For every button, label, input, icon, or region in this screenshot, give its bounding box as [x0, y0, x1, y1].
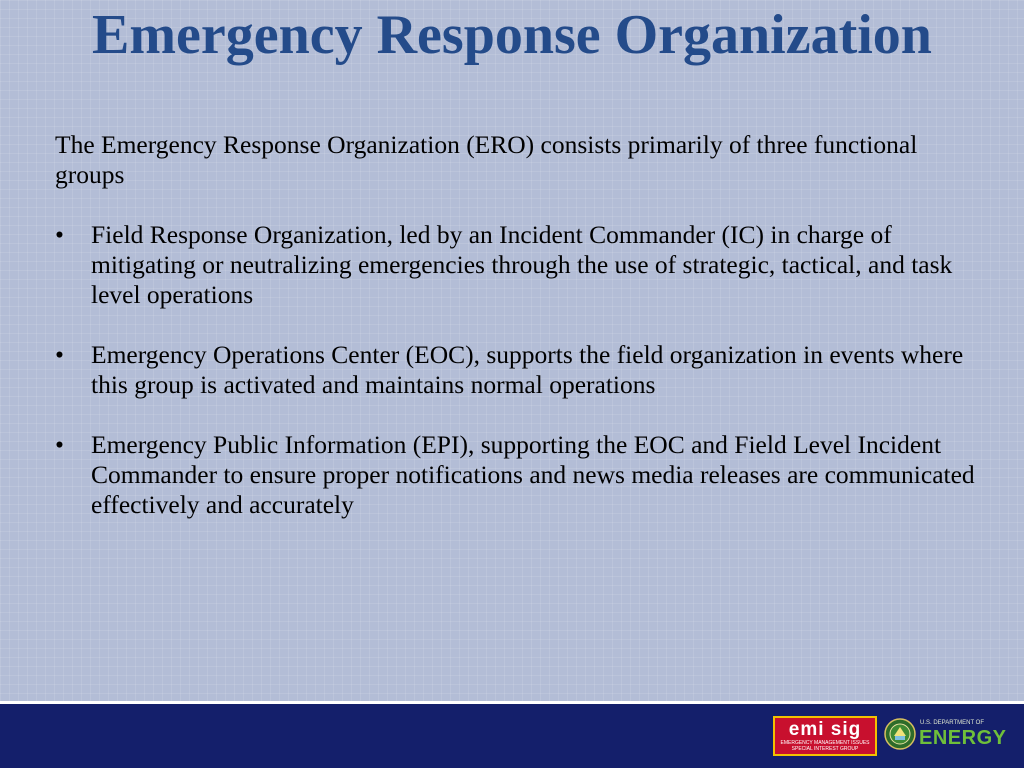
bullet-item-field-response — [55, 220, 975, 310]
doe-logo — [884, 716, 1012, 754]
bullet-item-epi — [55, 430, 975, 520]
doe-seal-icon — [884, 718, 916, 750]
doe-department-label: U.S. DEPARTMENT OF — [920, 720, 985, 726]
bullet-icon: • — [55, 220, 64, 249]
bullet-list — [55, 220, 975, 520]
bullet-icon: • — [55, 340, 64, 369]
bullet-text: Field Response Organization, led by an Incident Commander (IC) in charge of mitigating or neutralizing emergencies through the use of strategic, tactical, and task level operations — [91, 220, 953, 309]
slide-title: Emergency Response Organization — [92, 4, 932, 66]
bullet-text: Emergency Operations Center (EOC), supports the field organization in events where this group is activated and maintains normal operations — [91, 340, 964, 399]
bullet-icon: • — [55, 430, 64, 459]
bullet-text: Emergency Public Information (EPI), supporting the EOC and Field Level Incident Commander to ensure proper notifications and news media releases are communicated effectively and accurately — [91, 430, 975, 519]
doe-energy-label: ENERGY — [919, 727, 1007, 749]
emi-sig-logo — [773, 716, 877, 756]
emi-sig-logo-name: emi sig — [788, 719, 862, 740]
emi-sig-logo-subtitle: EMERGENCY MANAGEMENT ISSUES SPECIAL INTEREST GROUP — [780, 740, 870, 752]
bullet-item-eoc — [55, 340, 975, 400]
intro-paragraph: The Emergency Response Organization (ERO) consists primarily of three functional groups — [55, 130, 918, 189]
slide-content — [55, 130, 975, 550]
